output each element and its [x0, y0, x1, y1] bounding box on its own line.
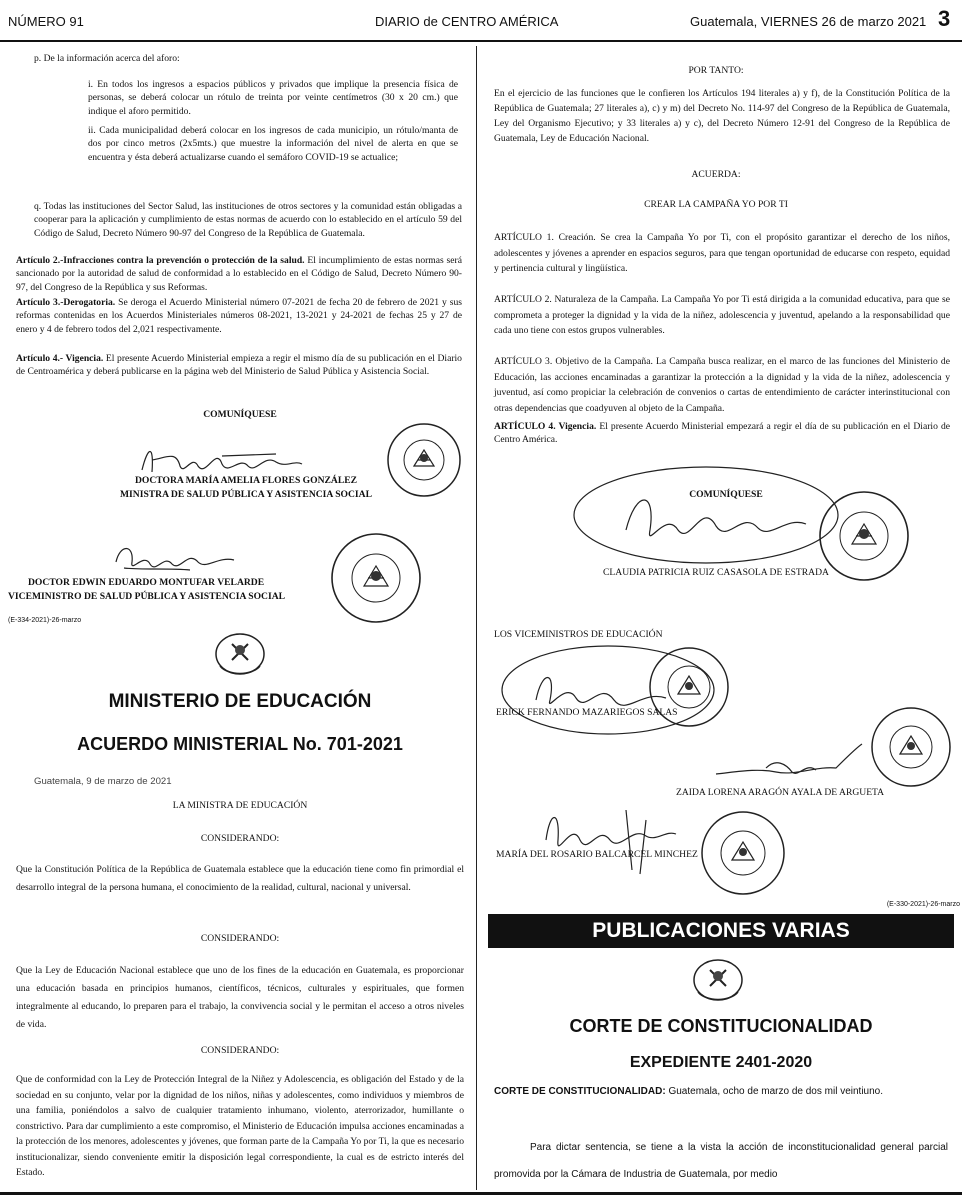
right-article-3-body: La Campaña busca realizar, en el marco de las funciones del Ministerio de Educación, las acciones encaminadas a garantizar la protección a la dignidad y la vida de la niñez, adolescencia y juventud, así como propiciar la celebración de convenios o cartas de entendimiento de carácter interinstitucional con otras dependencias que coadyuven al objeto de la Campaña.: [494, 356, 950, 414]
por-tanto-body: En el ejercicio de las funciones que le confieren los Artículos 194 literales a) y f), de la Constitución Política de la República de Guatemala; 27 literales a), c) y m) del Decreto No. 114-97 del Congreso de la República de Guatemala, Ley del Organismo Ejecutivo; y 33 literales a) y c), del Decreto Número 12-91 del Congreso de la República de Guatemala, Ley de Educación Nacional.: [494, 88, 950, 144]
court-lead: CORTE DE CONSTITUCIONALIDAD:: [494, 1086, 666, 1097]
article-2: [16, 254, 462, 294]
vice-1-name: ERICK FERNANDO MAZARIEGOS SALAS: [496, 707, 678, 718]
considerando-2-heading: CONSIDERANDO:: [200, 933, 280, 944]
considerando-3-body: Que de conformidad con la Ley de Protección Integral de la Niñez y Adolescencia, es obligación del Estado y de la sociedad en su conjunto, velar por la dignidad de los niños, niñas y adolescentes, como individuos y miembros de una familia, poniéndolos a salvo de cualquier tratamiento inhumano, violento, aterrorizador, humillante o constrictivo. Para dar cumplimiento a este compromiso, el Ministerio de Educación impulsa acciones encaminadas a la protección de los menores, adolescentes y jóvenes, que forman parte de la Campaña Yo por Ti, la que es necesario institucionalizar, siendo conveniente emitir la disposición legal correspondiente, la cual es de estricto interés del Estado.: [16, 1074, 464, 1178]
issue-number: NÚMERO 91: [8, 14, 84, 29]
court-title: CORTE DE CONSTITUCIONALIDAD: [569, 1016, 873, 1036]
signature-balcarcel: [536, 800, 686, 880]
right-article-3-title: ARTÍCULO 3. Objetivo de la Campaña.: [494, 356, 653, 367]
comuniquese-right: COMUNÍQUESE: [689, 489, 763, 500]
vice-3-name: MARÍA DEL ROSARIO BALCARCEL MINCHEZ: [496, 849, 698, 860]
item-p-heading: p. De la información acerca del aforo:: [34, 53, 180, 64]
right-article-1-body: Se crea la Campaña Yo por Ti, con el propósito garantizar el derecho de los niños, adolescentes y jóvenes a aprender en espacios seguros, para que tengan oportunidad de educarse con respeto, equidad y pertinencia cultural y lingüística.: [494, 232, 950, 274]
right-article-1: [494, 230, 950, 277]
article-4: [16, 352, 462, 379]
right-article-4: [494, 420, 950, 446]
right-article-3: [494, 354, 950, 416]
minister-line: LA MINISTRA DE EDUCACIÓN: [172, 800, 308, 811]
coat-of-arms-icon: [212, 626, 268, 678]
crear-heading: CREAR LA CAMPAÑA YO POR TI: [644, 199, 788, 210]
right-article-4-body: El presente Acuerdo Ministerial empezará a regir el día de su publicación en el Diario de Centro América.: [494, 421, 950, 445]
signature-montufar: [110, 538, 240, 578]
left-column: [0, 0, 476, 1200]
right-article-4-title: ARTÍCULO 4. Vigencia.: [494, 421, 597, 432]
article-2-title: Artículo 2.-Infracciones contra la prevención o protección de la salud.: [16, 255, 305, 266]
article-3-title: Artículo 3.-Derogatoria.: [16, 297, 116, 308]
signatory-2-name: DOCTOR EDWIN EDUARDO MONTUFAR VELARDE: [28, 577, 265, 588]
article-3: [16, 296, 462, 336]
signatory-1-title: MINISTRA DE SALUD PÚBLICA Y ASISTENCIA SOCIAL: [120, 489, 372, 500]
seal-educacion-1: [816, 488, 912, 584]
minister-signatory: CLAUDIA PATRICIA RUIZ CASASOLA DE ESTRADA: [603, 567, 829, 578]
signature-ruiz: [566, 460, 846, 570]
item-p-i: i. En todos los ingresos a espacios públicos y privados que implique la presencia física de personas, se deberá colocar un rótulo de treinta por veinte centímetros (30 x 20 cm.) que indique el aforo permitido.: [88, 79, 458, 117]
right-article-2-title: ARTÍCULO 2. Naturaleza de la Campaña.: [494, 294, 659, 305]
court-body-1: Guatemala, ocho de marzo de dos mil veintiuno.: [665, 1086, 884, 1097]
comuniquese-left: COMUNÍQUESE: [203, 409, 277, 420]
newspaper-name: DIARIO de CENTRO AMÉRICA: [375, 14, 559, 29]
court-paragraph-2: Para dictar sentencia, se tiene a la vista la acción de inconstitucionalidad general parcial promovida por la Cámara de Industria de Guatemala, por medio: [494, 1142, 948, 1180]
right-article-2-body: La Campaña Yo por Ti está dirigida a la comunidad educativa, para que se comprometa a proteger la dignidad y la vida de la niñez, adolescencia y juventud, apelando a la responsabilidad que cada uno tiene con estos grupos vulnerables.: [494, 294, 950, 336]
reference-1: (E-334-2021)-26-marzo: [8, 617, 82, 624]
seal-educacion-3: [868, 704, 954, 790]
signatory-2-title: VICEMINISTRO DE SALUD PÚBLICA Y ASISTENCIA SOCIAL: [8, 591, 286, 602]
page-number: 3: [938, 6, 951, 31]
coat-of-arms-icon-2: [690, 952, 746, 1004]
court-paragraph-1: [494, 1080, 948, 1104]
signatory-1-name: DOCTORA MARÍA AMELIA FLORES GONZÁLEZ: [134, 475, 358, 486]
considerando-1-heading: CONSIDERANDO:: [200, 833, 280, 844]
item-q: q. Todas las instituciones del Sector Salud, las instituciones de otros sectores y la comunidad están obligadas a cooperar para la aplicación y cumplimiento de estas normas de acuerdo con lo establecido en el artículo 59 del Código de Salud, Decreto Número 90-97 del Congreso de la República de Guatemala.: [34, 201, 462, 239]
right-article-1-title: ARTÍCULO 1. Creación.: [494, 232, 596, 243]
place-date: Guatemala, 9 de marzo de 2021: [34, 776, 172, 787]
reference-2: (E-330-2021)-26-marzo: [886, 901, 960, 908]
acuerda-heading: ACUERDA:: [691, 169, 741, 180]
considerando-1-body: Que la Constitución Política de la República de Guatemala establece que la educación tiene como fin primordial el desarrollo integral de la persona humana, el conocimiento de la realidad, cultural, nacional y universal.: [16, 864, 464, 893]
article-4-title: Artículo 4.- Vigencia.: [16, 353, 104, 364]
ministry-title: MINISTERIO DE EDUCACIÓN: [108, 691, 372, 712]
item-p-ii: ii. Cada municipalidad deberá colocar en los ingresos de cada municipio, un rótulo/manta de dos por cinco metros (2x5mts.) que muestre la información del nivel de alerta en que se encuentra y ésta deberá actualizarse cuando el semáforo COVID-19 se actualice;: [88, 125, 458, 163]
por-tanto-heading: POR TANTO:: [688, 65, 744, 76]
seal-salud-1: [384, 420, 464, 500]
seal-salud-2: [328, 530, 424, 626]
signature-aragon: [706, 738, 866, 786]
considerando-2-body: Que la Ley de Educación Nacional establece que uno de los fines de la educación en Guatemala, es proporcionar una educación basada en principios humanos, científicos, técnicos, culturales y espirituales, que formen integralmente al educando, lo preparen para el trabajo, la convivencia social y le permitan el acceso a otros niveles de vida.: [16, 965, 464, 1030]
acuerdo-title: ACUERDO MINISTERIAL No. 701-2021: [77, 734, 403, 754]
considerando-3-heading: CONSIDERANDO:: [200, 1045, 280, 1056]
issue-date: Guatemala, VIERNES 26 de marzo 2021: [690, 14, 927, 29]
article-2-body: El incumplimiento de estas normas será sancionado por la autoridad de salud de conformidad a lo establecido en el Código de Salud, Decreto Número 90-97, del Congreso de la República y sus Reformas.: [16, 255, 462, 293]
right-article-2: [494, 292, 950, 339]
publicaciones-varias-banner: PUBLICACIONES VARIAS: [488, 914, 954, 948]
vice-2-name: ZAIDA LORENA ARAGÓN AYALA DE ARGUETA: [676, 787, 885, 798]
vice-label: LOS VICEMINISTROS DE EDUCACIÓN: [494, 629, 663, 640]
expediente-title: EXPEDIENTE 2401-2020: [629, 1054, 813, 1071]
article-3-body: Se deroga el Acuerdo Ministerial número 07-2021 de fecha 20 de febrero de 2021 y sus reformas contenidas en los Acuerdos Ministeriales números 08-2021, 13-2021 y 24-2021 de fechas 25 y 27 de enero y 4 de febrero todos del 2,021 respectivamente.: [16, 297, 463, 335]
article-4-body: El presente Acuerdo Ministerial empieza a regir el mismo día de su publicación en el Diario de Centroamérica y deberá publicarse en la página web del Ministerio de Salud Pública y Asistencia Social.: [16, 353, 462, 378]
